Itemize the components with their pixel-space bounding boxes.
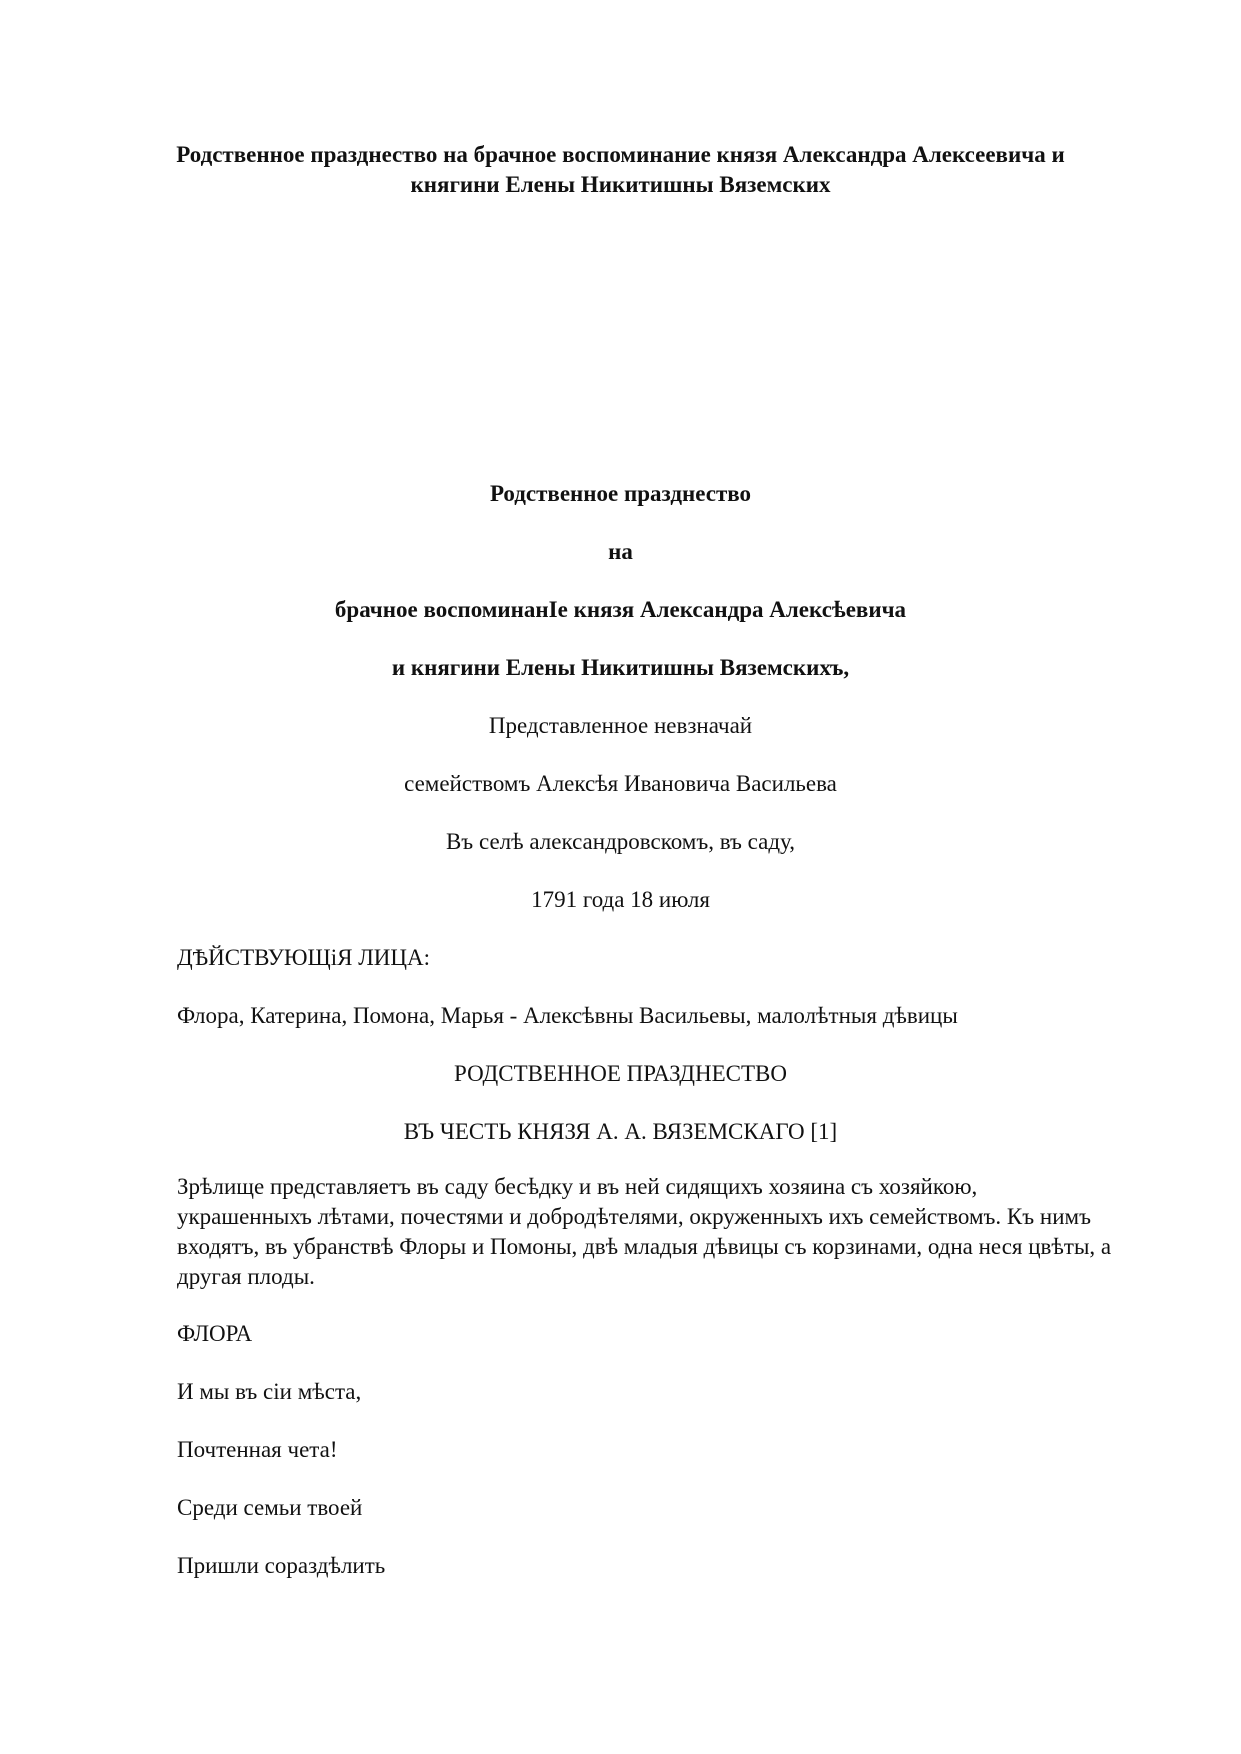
characters-list: Флора, Катерина, Помона, Марья - Алексѣвны Васильевы, малолѣтныя дѣвицы <box>177 1003 958 1028</box>
presentation-date: 1791 года 18 июля <box>531 887 710 912</box>
play-title: РОДСТВЕННОЕ ПРАЗДНЕСТВО <box>454 1061 787 1086</box>
subtitle-line-4: и княгини Елены Никитишны Вяземскихъ, <box>391 655 850 680</box>
verse-line-4: Пришли сораздѣлить <box>177 1553 386 1578</box>
presentation-line-2: семействомъ Алексѣя Ивановича Васильева <box>404 771 837 796</box>
play-dedication: ВЪ ЧЕСТЬ КНЯЗЯ А. А. ВЯЗЕМСКАГО [1] <box>403 1119 838 1144</box>
presentation-line-3: Въ селѣ александровскомъ, въ саду, <box>445 829 796 854</box>
stage-direction: Зрѣлище представляетъ въ саду бесѣдку и въ ней сидящихъ хозяина съ хозяйкою, украшенныхъ лѣтами, почестями и добродѣтелями, окруженныхъ ихъ семействомъ. Къ нимъ входятъ, въ убранствѣ Флоры и Помоны, двѣ младыя дѣвицы съ корзинами, одна неся цвѣты, а другая плоды. <box>177 1174 1112 1289</box>
verse-line-2: Почтенная чета! <box>177 1437 338 1462</box>
characters-heading: ДѢЙСТВУЮЩіЯ ЛИЦА: <box>177 945 431 970</box>
subtitle-line-3: брачное воспоминанIе князя Александра Алексѣевича <box>334 597 907 622</box>
verse-line-3: Среди семьи твоей <box>177 1495 363 1520</box>
speaker-name: ФЛОРА <box>177 1321 253 1346</box>
subtitle-line-1: Родственное празднество <box>489 481 752 506</box>
verse-line-1: И мы въ сіи мѣста, <box>177 1379 362 1404</box>
document-title: Родственное празднество на брачное воспоминание князя Александра Алексеевича и княгини Елены Никитишны Вяземских <box>176 142 1065 197</box>
presentation-line-1: Представленное невзначай <box>488 713 753 738</box>
subtitle-line-2: на <box>608 539 633 564</box>
